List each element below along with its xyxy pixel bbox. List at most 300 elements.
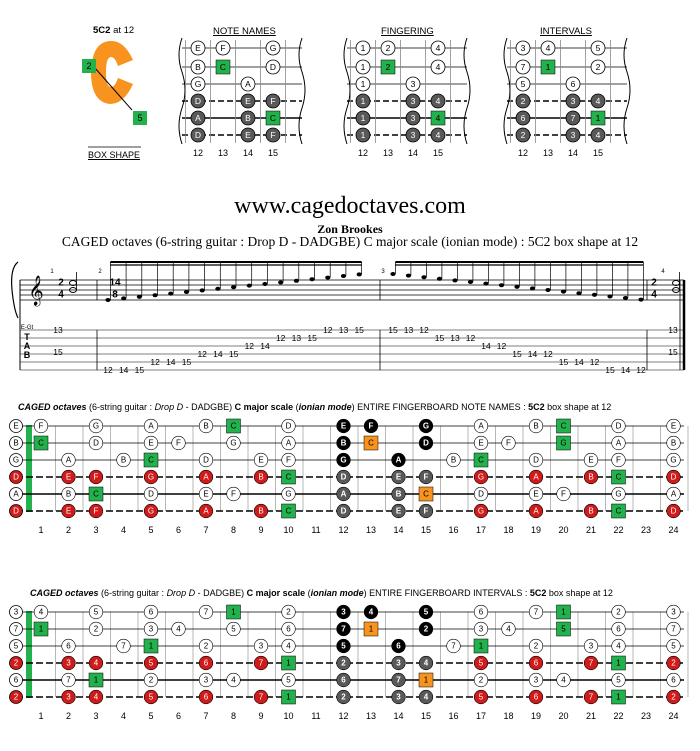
diagram-edge-left: [504, 38, 510, 144]
fret-number: 22: [613, 525, 624, 535]
tab-number: 15: [181, 357, 192, 367]
box-note-label: F: [368, 421, 374, 431]
diagram-note-label: 3: [410, 113, 416, 123]
time-sig-c-bottom: 4: [651, 289, 657, 301]
diagram-note-label: 3: [410, 130, 416, 140]
diagram-note-label: 4: [435, 43, 441, 53]
box-note-label: D: [340, 506, 347, 516]
diagram-note-label: 3: [570, 130, 576, 140]
tab-number: 13: [338, 325, 349, 335]
box-note-label: 6: [396, 641, 401, 651]
note-label: A: [203, 472, 209, 482]
note-label: E: [478, 438, 484, 448]
note-label: E: [670, 421, 677, 431]
diagram-note-label: 1: [360, 79, 366, 89]
root-label: 1: [38, 624, 44, 634]
time-sig-b-bottom: 8: [112, 289, 118, 301]
note-label: D: [533, 455, 539, 465]
tab-number: 14: [213, 349, 223, 359]
note-label: 5: [478, 692, 484, 702]
note-head: [390, 272, 395, 276]
note-head: [638, 298, 643, 302]
diagram-edge-right: [624, 38, 630, 144]
box-note-label: 4: [423, 658, 429, 668]
note-label: 2: [93, 624, 99, 634]
note-head: [545, 288, 550, 292]
note-label: F: [561, 489, 566, 499]
note-label: D: [203, 455, 209, 465]
fret-number: 19: [530, 711, 542, 721]
diagram-note-label: 3: [410, 79, 416, 89]
note-label: 7: [588, 658, 594, 668]
box-note-label: 3: [341, 607, 346, 617]
tab-number: 12: [419, 325, 429, 335]
fret-number: 20: [558, 525, 569, 535]
note-label: 4: [38, 607, 44, 617]
diagram-fret-number: 12: [517, 148, 529, 158]
tab-number: 15: [354, 325, 364, 335]
diagram-note-label: 4: [595, 130, 601, 140]
note-label: D: [148, 489, 154, 499]
diagram-fingering: [344, 38, 470, 144]
diagram-note-label: 2: [520, 130, 526, 140]
root-label: 1: [478, 641, 484, 651]
note-label: 6: [203, 658, 209, 668]
note-head: [341, 274, 346, 278]
note-label: A: [533, 472, 539, 482]
tab-number: 13: [291, 333, 302, 343]
note-label: F: [93, 472, 99, 482]
fret-number: 9: [258, 525, 264, 535]
open-string-label: G: [12, 455, 20, 465]
fret-number: 8: [230, 711, 237, 721]
note-label: A: [478, 421, 484, 431]
note-head: [325, 276, 330, 280]
note-label: B: [258, 472, 264, 482]
fret-number: 17: [475, 711, 487, 721]
fret-number: 17: [475, 525, 487, 535]
diagram-note-label: D: [194, 96, 202, 106]
note-label: 3: [148, 624, 154, 634]
root-label: C: [148, 455, 154, 465]
tab-number: 14: [260, 341, 270, 351]
measure-number: 4: [661, 269, 665, 275]
box-note-label: 6: [341, 675, 346, 685]
diagram-note-label: 4: [435, 96, 441, 106]
note-head: [421, 275, 426, 279]
box-shape-label: BOX SHAPE: [88, 150, 141, 160]
time-sig-a-bottom: 4: [58, 289, 64, 301]
box-note-label: 4: [368, 607, 374, 617]
box-note-label: D: [340, 472, 347, 482]
diagram-root-label: 4: [435, 113, 441, 123]
box-root-label: 1: [368, 624, 374, 634]
fret-number: 20: [558, 711, 569, 721]
note-label: B: [65, 489, 72, 499]
fret-number: 1: [38, 525, 44, 535]
tab-number: 14: [620, 365, 631, 375]
site-title: www.cagedoctaves.com: [234, 193, 466, 219]
note-label: G: [230, 438, 237, 448]
diagram-note-label: 6: [520, 113, 526, 123]
fret-number: 23: [640, 525, 652, 535]
root-label: C: [615, 506, 622, 516]
diagram-note-label: 5: [595, 43, 601, 53]
note-label: B: [588, 506, 594, 516]
box-note-label: G: [422, 421, 430, 431]
open-string-label: B: [13, 438, 19, 448]
fret-number: 18: [503, 525, 514, 535]
note-label: 4: [231, 675, 236, 685]
open-string-label: D: [13, 472, 19, 482]
diagram-note-label: A: [195, 113, 201, 123]
box-marker-5-label: 5: [137, 113, 143, 123]
note-label: B: [258, 506, 264, 516]
note-label: 7: [258, 658, 264, 668]
note-label: B: [670, 438, 677, 448]
note-label: G: [670, 455, 677, 465]
note-label: 7: [121, 641, 126, 651]
root-label: C: [93, 489, 99, 499]
note-label: E: [148, 438, 154, 448]
root-label: 1: [286, 692, 291, 702]
box-note-label: 2: [423, 624, 429, 634]
tab-number: 13: [450, 333, 460, 343]
note-label: B: [588, 472, 594, 482]
note-head: [215, 287, 220, 291]
note-head: [278, 280, 283, 284]
tab-number: 14: [481, 341, 491, 351]
tab-number: 12: [275, 333, 286, 343]
note-label: 7: [451, 641, 456, 651]
diagram-fret-number: 15: [267, 148, 279, 158]
open-string-label: 2: [13, 692, 19, 702]
root-label: C: [615, 472, 622, 482]
box-root-label: 1: [423, 675, 429, 685]
tab-number: 12: [465, 333, 476, 343]
note-head: [357, 272, 362, 276]
note-label: F: [231, 489, 236, 499]
open-string-label: 5: [13, 641, 19, 651]
fret-number: 21: [585, 525, 597, 535]
note-label: 4: [93, 658, 99, 668]
intervals-fingerboard: [10, 605, 689, 704]
diagram-edge-left: [344, 38, 350, 144]
note-label: B: [120, 455, 127, 465]
note-head: [499, 283, 504, 287]
note-head: [153, 293, 158, 297]
fret-number: 23: [640, 711, 652, 721]
fret-number: 8: [230, 525, 237, 535]
box-note-label: F: [423, 506, 429, 516]
measure-number: 1: [50, 269, 54, 275]
fret-number: 16: [448, 711, 459, 721]
fret-number: 10: [283, 711, 294, 721]
section2-title: CAGED octaves (6-string guitar : Drop D - DADGBE) C major scale (ionian mode) ENTIRE FINGERBOARD INTERVALS : 5C2 box shape at 12: [30, 588, 613, 598]
note-label: 3: [588, 641, 594, 651]
diagram-fret-number: 14: [242, 148, 254, 158]
note-head: [592, 293, 597, 297]
root-label: C: [38, 438, 44, 448]
tab-number: 12: [103, 365, 113, 375]
fret-number: 4: [120, 711, 127, 721]
root-label: C: [478, 455, 484, 465]
fret-number: 14: [393, 525, 404, 535]
diagram-note-label: 1: [360, 130, 366, 140]
tab-number: 12: [636, 365, 646, 375]
tab-number: 13: [668, 325, 678, 335]
diagram-note-label: A: [245, 79, 251, 89]
tab-number: 15: [388, 325, 398, 335]
diagram-note-label: F: [270, 96, 276, 106]
note-label: D: [285, 421, 292, 431]
box-note-label: A: [395, 455, 402, 465]
fret-number: 1: [38, 711, 44, 721]
tab-number: 14: [574, 357, 584, 367]
note-head: [168, 292, 173, 296]
root-label: 1: [286, 658, 291, 668]
fret-number: 19: [530, 525, 542, 535]
note-label: 2: [478, 675, 484, 685]
open-string-label: D: [13, 506, 19, 516]
time-sig-b-top: 14: [109, 277, 121, 289]
tab-number: 12: [323, 325, 333, 335]
diagram-note-label: 3: [410, 96, 416, 106]
note-label: 2: [671, 692, 676, 702]
diagram-title-note-names: NOTE NAMES: [213, 26, 276, 37]
box-note-label: E: [395, 506, 402, 516]
note-label: 2: [533, 641, 539, 651]
diagram-note-label: B: [245, 113, 251, 123]
time-sig-c-top: 2: [651, 277, 657, 289]
diagram-edge-right: [464, 38, 470, 144]
diagram-root-label: 2: [385, 62, 391, 72]
diagram-root-label: C: [219, 62, 227, 72]
note-label: 2: [203, 641, 209, 651]
fret-number: 6: [175, 711, 182, 721]
note-head: [514, 285, 519, 289]
diagram-fret-number: 12: [192, 148, 204, 158]
diagram-note-label: 4: [545, 43, 551, 53]
root-label: 1: [561, 607, 566, 617]
fret-number: 6: [175, 525, 182, 535]
note-label: F: [176, 438, 181, 448]
fret-number: 7: [203, 711, 209, 721]
diagram-edge-right: [299, 38, 305, 144]
note-label: 5: [93, 607, 99, 617]
fret-number: 5: [148, 525, 154, 535]
diagram-note-label: D: [269, 62, 277, 72]
diagram-fret-number: 14: [567, 148, 579, 158]
fret-number: 13: [365, 711, 377, 721]
note-label: 5: [148, 658, 154, 668]
box-marker-2-label: 2: [86, 61, 92, 71]
fret-number: 14: [393, 711, 404, 721]
root-label: 1: [231, 607, 236, 617]
box-note-label: 2: [341, 692, 346, 702]
nut: [26, 611, 32, 698]
note-label: 4: [286, 641, 291, 651]
root-label: 1: [616, 658, 621, 668]
box-shape-icon: [82, 41, 147, 147]
note-label: G: [477, 472, 485, 482]
diagram-note-label: F: [220, 43, 226, 53]
diagram-note-label: 1: [360, 96, 366, 106]
tab-number: 14: [527, 349, 538, 359]
note-label: 7: [66, 675, 71, 685]
note-label: 2: [148, 675, 154, 685]
open-string-label: 6: [13, 675, 19, 685]
measure-number: 3: [381, 269, 385, 275]
box-note-label: 2: [341, 658, 346, 668]
note-label: A: [615, 438, 622, 448]
diagram-fret-number: 13: [217, 148, 229, 158]
note-label: A: [533, 506, 539, 516]
diagram-note-label: 2: [520, 96, 526, 106]
tab-number: 14: [166, 357, 176, 367]
note-label: F: [38, 421, 44, 431]
note-label: 6: [66, 641, 71, 651]
fret-number: 11: [311, 525, 321, 535]
section1-title: CAGED octaves (6-string guitar : Drop D - DADGBE) C major scale (ionian mode) ENTIRE FINGERBOARD NOTE NAMES : 5C2 box shape at 12: [18, 402, 612, 412]
fret-number: 7: [203, 525, 209, 535]
diagram-root-label: 1: [545, 62, 551, 72]
fret-number: 16: [448, 525, 459, 535]
box-letter-c-shape: [91, 41, 133, 104]
note-head: [406, 274, 411, 278]
fret-number: 21: [585, 711, 597, 721]
fret-number: 24: [668, 525, 679, 535]
note-label: 6: [671, 675, 676, 685]
diagram-title-fingering: FINGERING: [381, 26, 434, 37]
note-label: 3: [478, 624, 484, 634]
tab-number: 12: [150, 357, 160, 367]
note-label: F: [286, 455, 291, 465]
tab-number: 15: [558, 357, 569, 367]
diagram-note-label: G: [194, 79, 202, 89]
diagram-note-label: 2: [385, 43, 391, 53]
note-label: A: [203, 506, 209, 516]
tab-number: 15: [53, 347, 63, 357]
fret-number: 18: [503, 711, 514, 721]
box-note-label: E: [340, 421, 347, 431]
diagram-note-label: 3: [520, 43, 526, 53]
note-label: D: [670, 506, 677, 516]
diagram-note-label: 4: [595, 96, 601, 106]
box-note-label: 7: [396, 675, 401, 685]
note-head: [561, 290, 566, 294]
root-label: 5: [561, 624, 566, 634]
note-label: G: [285, 489, 292, 499]
box-note-label: 5: [423, 607, 429, 617]
note-head: [105, 298, 110, 302]
note-head: [184, 290, 189, 294]
note-label: 7: [533, 607, 539, 617]
root-label: 1: [93, 675, 99, 685]
diagram-root-label: 1: [595, 113, 601, 123]
note-label: G: [92, 421, 100, 431]
note-label: 5: [478, 658, 484, 668]
note-label: 6: [148, 607, 154, 617]
note-head: [576, 291, 581, 295]
diagram-note-label: 1: [360, 62, 366, 72]
open-string-label: 7: [13, 624, 19, 634]
note-label: 2: [671, 658, 676, 668]
tab-number: 15: [434, 333, 445, 343]
note-label: 3: [203, 675, 209, 685]
note-head: [452, 278, 457, 282]
open-string-label: 2: [13, 658, 19, 668]
box-shape-title: 5C2 at 12: [93, 25, 135, 36]
fret-number: 2: [65, 711, 72, 721]
note-head: [437, 277, 442, 281]
page-subtitle: CAGED octaves (6-string guitar : Drop D - DADGBE) C major scale (ionian mode) : 5C2 box shape at 12: [61, 234, 639, 249]
diagram-note-label: 7: [570, 113, 576, 123]
note-label: E: [258, 455, 264, 465]
note-label: A: [65, 455, 72, 465]
system-brace: [12, 262, 18, 318]
note-label: F: [506, 438, 511, 448]
note-label: D: [93, 438, 99, 448]
note-label: 6: [533, 692, 539, 702]
time-sig-a-top: 2: [58, 277, 64, 289]
note-label: 3: [533, 675, 539, 685]
diagram-note-label: F: [270, 130, 276, 140]
root-label: 1: [616, 692, 621, 702]
note-label: 5: [286, 675, 291, 685]
note-label: 5: [616, 675, 621, 685]
box-note-label: A: [340, 489, 347, 499]
note-label: E: [533, 489, 539, 499]
fret-number: 3: [93, 711, 99, 721]
note-label: D: [478, 489, 484, 499]
note-label: 4: [616, 641, 621, 651]
note-head: [310, 277, 315, 281]
note-label: A: [285, 438, 292, 448]
diagram-title-intervals: INTERVALS: [540, 26, 592, 37]
diagram-note-label: E: [195, 43, 201, 53]
root-label: G: [560, 438, 567, 448]
diagram-fret-number: 13: [542, 148, 554, 158]
note-head: [483, 282, 488, 286]
staff-side-label: E-Gt: [20, 325, 34, 331]
tab-number: 12: [543, 349, 553, 359]
note-label: G: [147, 472, 155, 482]
note-label: 7: [588, 692, 594, 702]
box-note-label: B: [395, 489, 402, 499]
diagram-note-label: G: [269, 43, 277, 53]
note-label: 6: [286, 624, 291, 634]
fret-number: 3: [93, 525, 99, 535]
tab-clef-t: T: [24, 332, 30, 342]
note-label: 5: [148, 692, 154, 702]
root-label: C: [285, 472, 292, 482]
diagram-note-label: E: [245, 130, 251, 140]
note-head: [530, 286, 535, 290]
note-label: B: [533, 421, 539, 431]
root-label: C: [230, 421, 237, 431]
note-label: 7: [203, 607, 209, 617]
note-label: E: [203, 489, 209, 499]
fret-number: 11: [311, 711, 321, 721]
diagram-note-label: E: [245, 96, 251, 106]
diagram-note-label: 4: [435, 62, 441, 72]
note-label: E: [65, 472, 72, 482]
fret-number: 24: [668, 711, 679, 721]
diagram-note-names: [179, 38, 305, 144]
note-head: [137, 295, 142, 299]
fret-number: 12: [338, 525, 349, 535]
